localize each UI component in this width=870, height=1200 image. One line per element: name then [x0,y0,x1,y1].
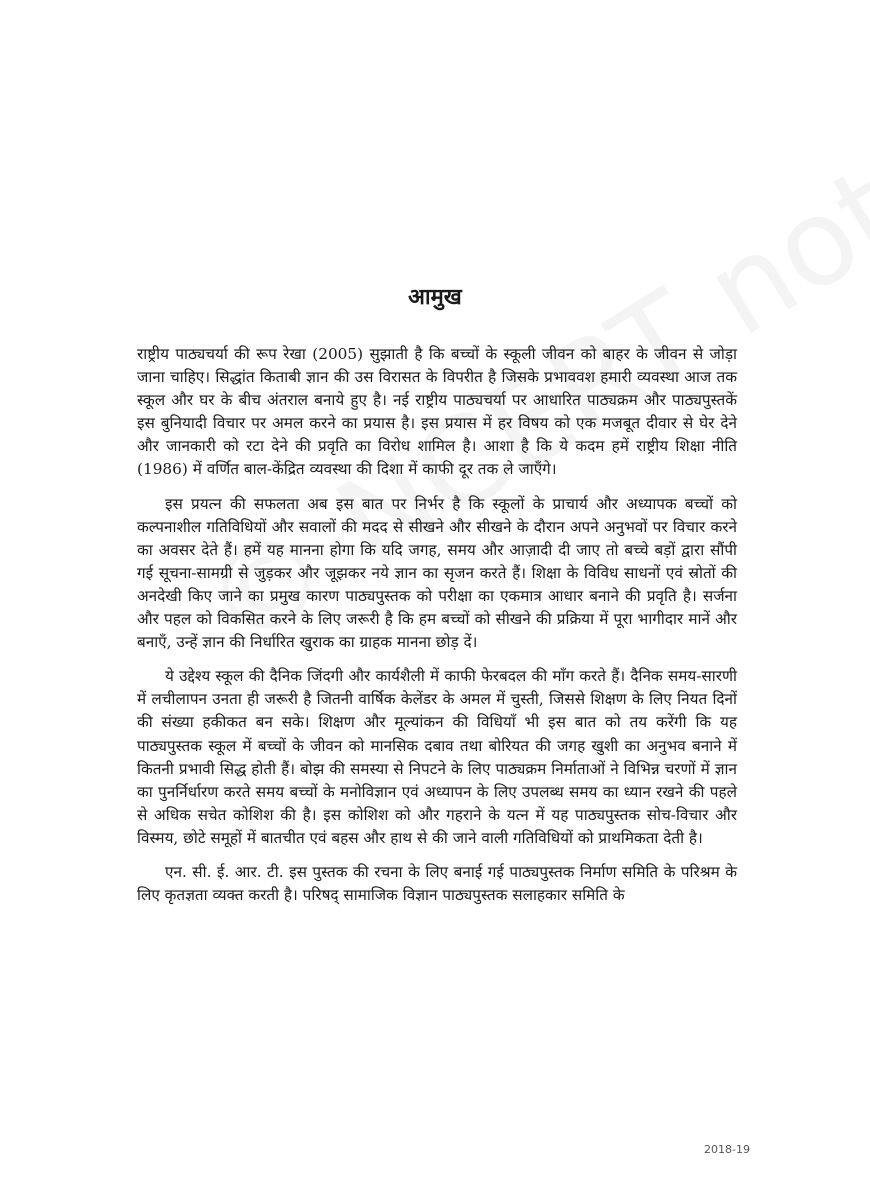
body-text [137,343,737,918]
page-title: आमुख [408,284,462,310]
page-footer-year: 2018-19 [704,1143,750,1156]
paragraph-1: राष्ट्रीय पाठ्यचर्या की रूप रेखा (2005) सुझाती है कि बच्चों के स्कूली जीवन को बाहर के जीवन से जोड़ा जाना चाहिए। सिद्धांत किताबी ज्ञान की उस विरासत के विपरीत है जिसके प्रभाववश हमारी व्यवस्था आज तक स्कूल और घर के बीच अंतराल बनाये हुए है। नई राष्ट्रीय पाठ्यचर्या पर आधारित पाठ्यक्रम और पाठ्यपुस्तकें इस बुनियादी विचार पर अमल करने का प्रयास है। इस प्रयास में हर विषय को एक मजबूत दीवार से घेर देने और जानकारी को रटा देने की प्रवृति का विरोध शामिल है। आशा है कि ये कदम हमें राष्ट्रीय शिक्षा नीति (1986) में वर्णित बाल-केंद्रित व्यवस्था की दिशा में काफी दूर तक ले जाएँगे। [137,345,737,479]
paragraph-4: एन. सी. ई. आर. टी. इस पुस्तक की रचना के लिए बनाई गई पाठ्यपुस्तक निर्माण समिति के परिश्रम के लिए कृतज्ञता व्यक्त करती है। परिषद् सामाजिक विज्ञान पाठ्यपुस्तक सलाहकार समिति के [137,862,737,905]
paragraph-2: इस प्रयत्न की सफलता अब इस बात पर निर्भर है कि स्कूलों के प्राचार्य और अध्यापक बच्चों को कल्पनाशील गतिविधियों और सवालों की मदद से सीखने और सीखने के दौरान अपने अनुभवों पर विचार करने का अवसर देते हैं। हमें यह मानना होगा कि यदि जगह, समय और आज़ादी दी जाए तो बच्चे बड़ों द्वारा सौंपी गई सूचना-सामग्री से जुड़कर और जूझकर नये ज्ञान का सृजन करते हैं। शिक्षा के विविध साधनों एवं स्रोतों की अनदेखी किए जाने का प्रमुख कारण पाठ्यपुस्तक को परीक्षा का एकमात्र आधार बनाने की प्रवृति है। सर्जना और पहल को विकसित करने के लिए जरूरी है कि हम बच्चों को सीखने की प्रक्रिया में पूरा भागीदार मानें और बनाएँ, उन्हें ज्ञान की निर्धारित खुराक का ग्राहक मानना छोड़ दें। [137,494,737,652]
paragraph-3: ये उद्देश्य स्कूल की दैनिक जिंदगी और कार्यशैली में काफी फेरबदल की माँग करते हैं। दैनिक समय-सारणी में लचीलापन उनता ही जरूरी है जितनी वार्षिक केलेंडर के अमल में चुस्ती, जिससे शिक्षण के लिए नियत दिनों की संख्या हकीकत बन सके। शिक्षण और मूल्यांकन की विधियाँ भी इस बात को तय करेंगी कि यह पाठ्यपुस्तक स्कूल में बच्चों के जीवन को मानसिक दबाव तथा बोरियत की जगह खुशी का अनुभव बनाने में कितनी प्रभावी सिद्ध होती हैं। बोझ की समस्या से निपटने के लिए पाठ्यक्रम निर्माताओं ने विभिन्न चरणों में ज्ञान का पुनर्निर्धारण करते समय बच्चों के मनोविज्ञान एवं अध्यापन के लिए उपलब्ध समय का ध्यान रखने की पहले से अधिक सचेत कोशिश की है। इस कोशिश को और गहराने के यत्न में यह पाठ्यपुस्तक सोच-विचार और विस्मय, छोटे समूहों में बातचीत एवं बहस और हाथ से की जाने वाली गतिविधियों को प्राथमिकता देती है। [137,667,737,847]
